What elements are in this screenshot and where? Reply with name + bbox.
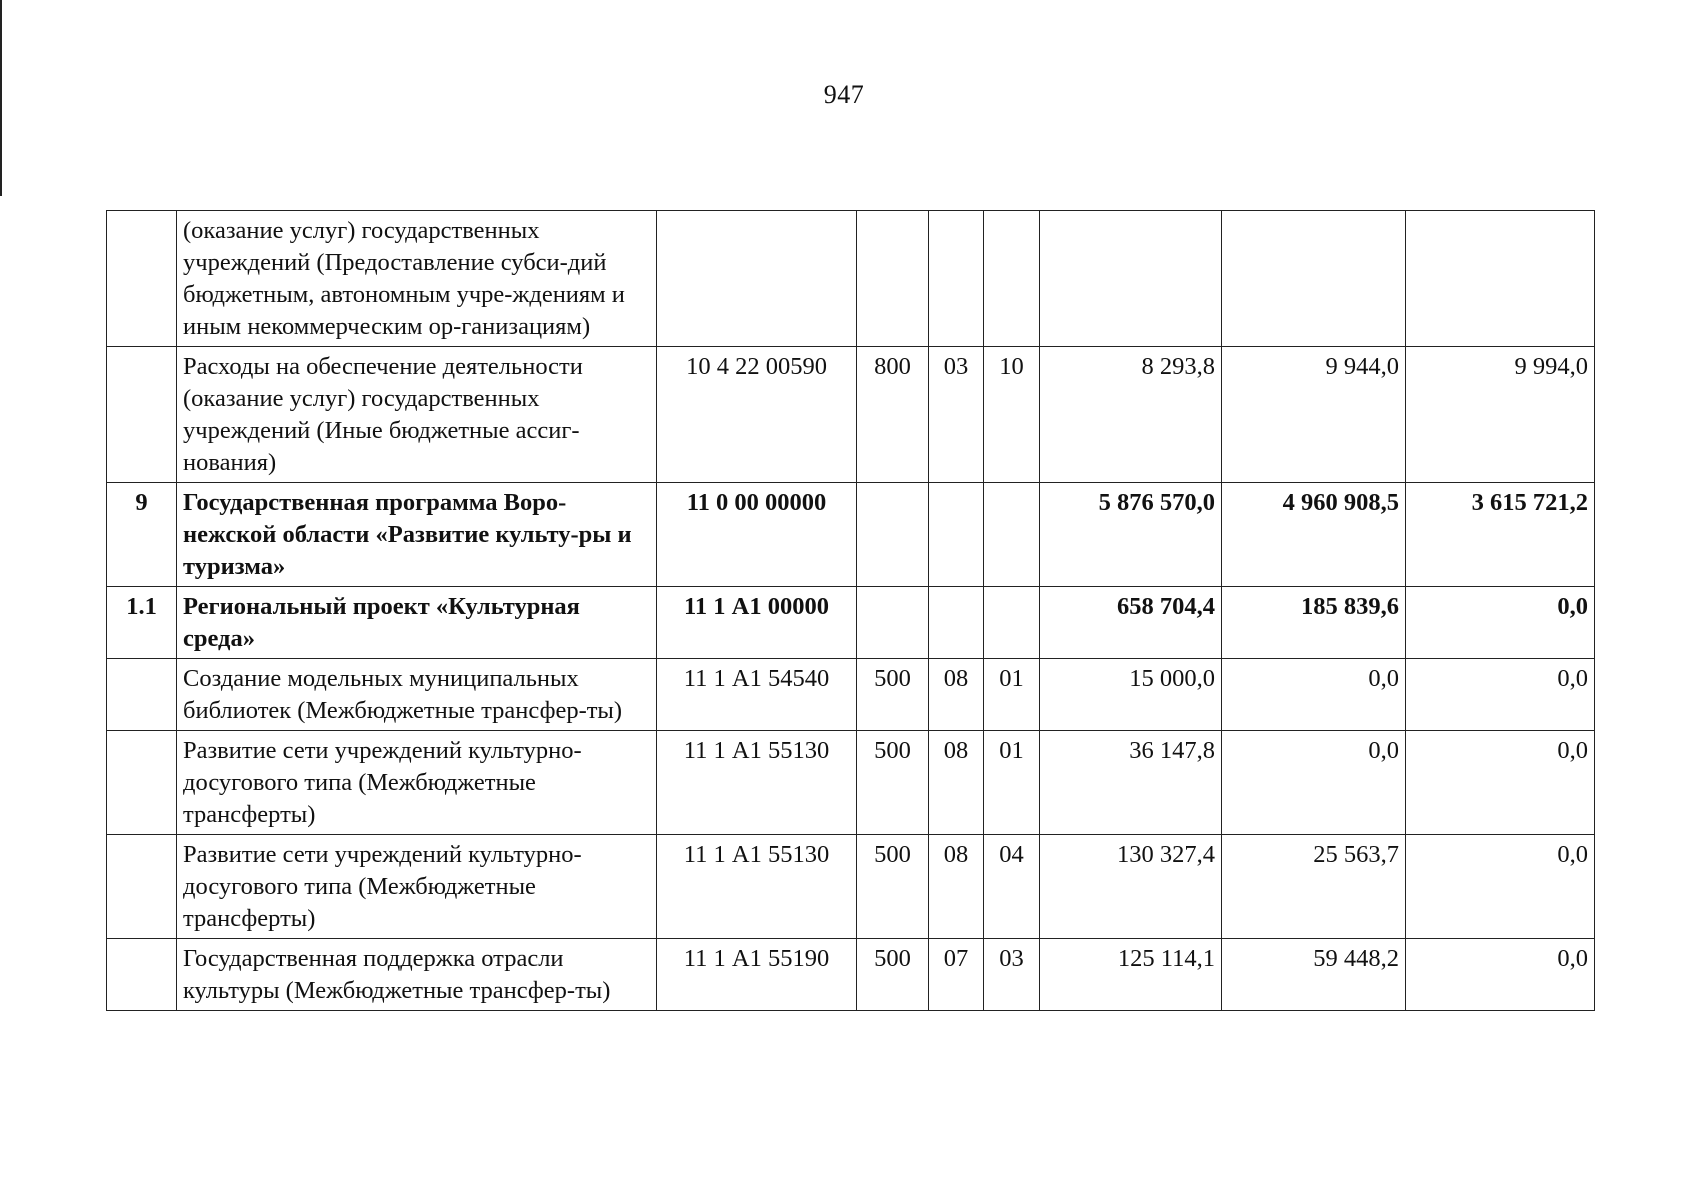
row-vr-cell: 500 (857, 835, 929, 939)
row-pr-cell (984, 587, 1040, 659)
row-rz-cell (929, 211, 984, 347)
row-code-cell: 11 1 А1 55190 (657, 939, 857, 1011)
row-number-cell (107, 939, 177, 1011)
row-value-1-cell: 658 704,4 (1040, 587, 1222, 659)
row-value-3-cell (1406, 211, 1595, 347)
page-number: 947 (823, 80, 865, 109)
row-pr-cell: 03 (984, 939, 1040, 1011)
row-number-cell (107, 211, 177, 347)
row-rz-cell (929, 587, 984, 659)
row-value-2-cell: 0,0 (1222, 659, 1406, 731)
row-pr-cell: 01 (984, 731, 1040, 835)
row-number-cell: 1.1 (107, 587, 177, 659)
row-code-cell: 10 4 22 00590 (657, 347, 857, 483)
row-name-cell: Региональный проект «Культурная среда» (177, 587, 657, 659)
row-pr-cell (984, 483, 1040, 587)
row-value-2-cell: 25 563,7 (1222, 835, 1406, 939)
row-name-cell: Создание модельных муниципальных библиотек (Межбюджетные трансфер-ты) (177, 659, 657, 731)
row-vr-cell: 500 (857, 939, 929, 1011)
row-vr-cell: 500 (857, 659, 929, 731)
row-value-3-cell: 0,0 (1406, 731, 1595, 835)
row-value-3-cell: 0,0 (1406, 659, 1595, 731)
row-rz-cell: 08 (929, 835, 984, 939)
row-name-cell: Развитие сети учреждений культурно-досугового типа (Межбюджетные трансферты) (177, 731, 657, 835)
row-name-cell: Государственная программа Воро-нежской области «Развитие культу-ры и туризма» (177, 483, 657, 587)
row-rz-cell: 03 (929, 347, 984, 483)
row-name-cell: Развитие сети учреждений культурно-досугового типа (Межбюджетные трансферты) (177, 835, 657, 939)
table-row (107, 483, 1595, 587)
row-code-cell: 11 1 А1 00000 (657, 587, 857, 659)
row-value-2-cell: 4 960 908,5 (1222, 483, 1406, 587)
row-value-1-cell: 36 147,8 (1040, 731, 1222, 835)
row-vr-cell (857, 587, 929, 659)
table-row (107, 835, 1595, 939)
row-value-2-cell: 185 839,6 (1222, 587, 1406, 659)
row-code-cell: 11 1 А1 55130 (657, 835, 857, 939)
table-row (107, 587, 1595, 659)
row-value-1-cell: 8 293,8 (1040, 347, 1222, 483)
row-value-2-cell: 59 448,2 (1222, 939, 1406, 1011)
row-name-cell: Расходы на обеспечение деятельности (оказание услуг) государственных учреждений (Иные бюджетные ассиг-нования) (177, 347, 657, 483)
row-value-1-cell (1040, 211, 1222, 347)
table-row (107, 659, 1595, 731)
row-code-cell: 11 0 00 00000 (657, 483, 857, 587)
row-pr-cell: 04 (984, 835, 1040, 939)
row-value-2-cell: 9 944,0 (1222, 347, 1406, 483)
table-row (107, 347, 1595, 483)
row-value-3-cell: 3 615 721,2 (1406, 483, 1595, 587)
row-value-3-cell: 9 994,0 (1406, 347, 1595, 483)
row-rz-cell: 08 (929, 731, 984, 835)
row-value-2-cell: 0,0 (1222, 731, 1406, 835)
row-value-1-cell: 130 327,4 (1040, 835, 1222, 939)
row-vr-cell (857, 483, 929, 587)
row-vr-cell: 500 (857, 731, 929, 835)
budget-table (106, 210, 1595, 1011)
row-vr-cell (857, 211, 929, 347)
row-number-cell (107, 659, 177, 731)
row-name-cell: (оказание услуг) государственных учреждений (Предоставление субси-дий бюджетным, автономным учре-ждениям и иным некоммерческим ор-ганизациям) (177, 211, 657, 347)
row-pr-cell: 01 (984, 659, 1040, 731)
table-row (107, 731, 1595, 835)
row-rz-cell (929, 483, 984, 587)
row-number-cell: 9 (107, 483, 177, 587)
row-value-3-cell: 0,0 (1406, 939, 1595, 1011)
row-code-cell: 11 1 А1 55130 (657, 731, 857, 835)
row-pr-cell (984, 211, 1040, 347)
table-body (107, 211, 1595, 1011)
row-rz-cell: 08 (929, 659, 984, 731)
table-row (107, 211, 1595, 347)
row-pr-cell: 10 (984, 347, 1040, 483)
row-value-1-cell: 5 876 570,0 (1040, 483, 1222, 587)
row-rz-cell: 07 (929, 939, 984, 1011)
table-row (107, 939, 1595, 1011)
row-name-cell: Государственная поддержка отрасли культуры (Межбюджетные трансфер-ты) (177, 939, 657, 1011)
row-value-1-cell: 125 114,1 (1040, 939, 1222, 1011)
row-value-2-cell (1222, 211, 1406, 347)
row-code-cell: 11 1 А1 54540 (657, 659, 857, 731)
row-value-3-cell: 0,0 (1406, 835, 1595, 939)
row-number-cell (107, 835, 177, 939)
row-value-3-cell: 0,0 (1406, 587, 1595, 659)
row-number-cell (107, 347, 177, 483)
row-number-cell (107, 731, 177, 835)
row-vr-cell: 800 (857, 347, 929, 483)
row-value-1-cell: 15 000,0 (1040, 659, 1222, 731)
row-code-cell (657, 211, 857, 347)
